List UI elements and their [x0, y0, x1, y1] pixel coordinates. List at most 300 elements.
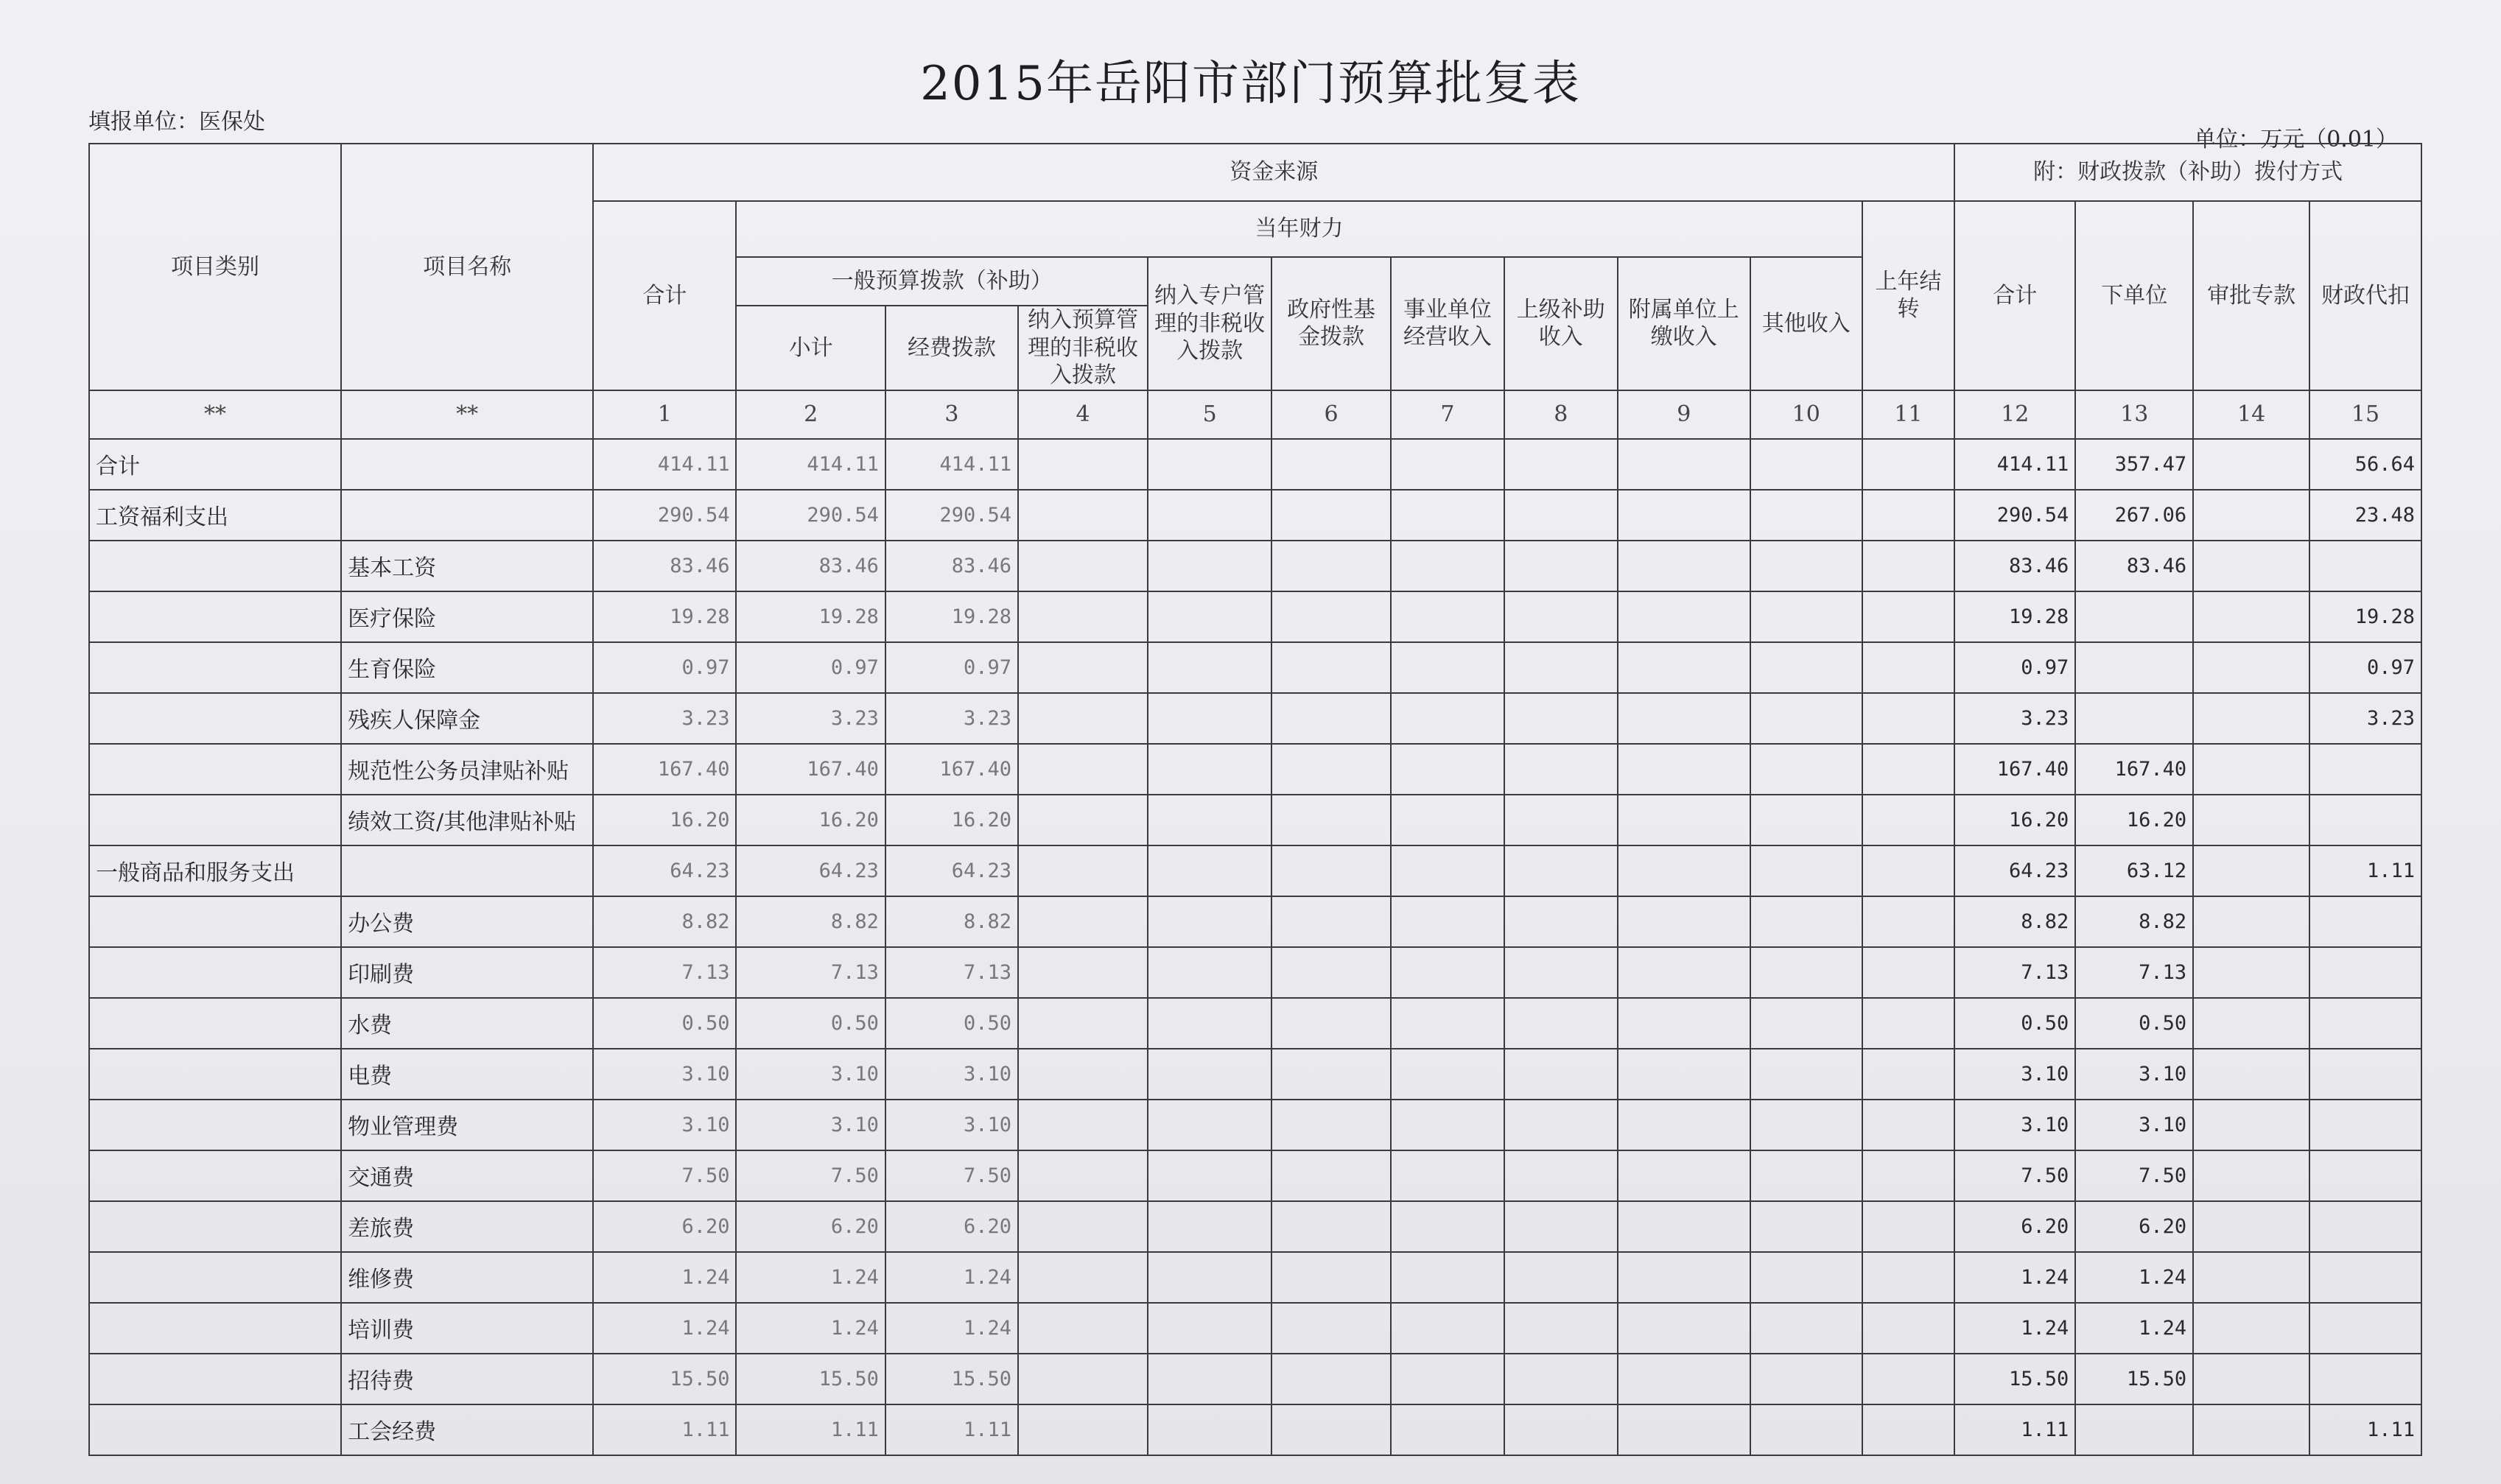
cell-c1: 1.24	[593, 1252, 736, 1303]
cell-empty	[1862, 795, 1955, 845]
cell-c15	[2309, 1049, 2421, 1100]
cell-empty	[1504, 541, 1618, 591]
cell-c1: 0.97	[593, 642, 736, 693]
cell-empty	[1618, 591, 1750, 642]
row-item-name: 水费	[341, 998, 593, 1049]
cell-c2: 83.46	[736, 541, 885, 591]
cell-empty	[1750, 1049, 1862, 1100]
cell-empty	[1862, 439, 1955, 490]
row-category	[89, 1303, 341, 1354]
cell-c15: 1.11	[2309, 1404, 2421, 1455]
table-row	[89, 1100, 2421, 1150]
cell-c3: 15.50	[885, 1354, 1018, 1404]
cell-c15: 23.48	[2309, 490, 2421, 541]
table-row	[89, 795, 2421, 845]
header-current-year: 当年财力	[736, 201, 1862, 257]
cell-c3: 0.97	[885, 642, 1018, 693]
cell-empty	[1504, 591, 1618, 642]
row-category	[89, 642, 341, 693]
cell-c12: 1.11	[1954, 1404, 2075, 1455]
column-index-cell: 7	[1391, 390, 1504, 439]
cell-empty	[1148, 1354, 1271, 1404]
cell-c12: 1.24	[1954, 1252, 2075, 1303]
cell-c3: 3.23	[885, 693, 1018, 744]
cell-empty	[1018, 1303, 1148, 1354]
column-index-cell: 2	[736, 390, 885, 439]
cell-empty	[1018, 795, 1148, 845]
row-item-name	[341, 845, 593, 896]
cell-empty	[1862, 642, 1955, 693]
cell-c12: 0.97	[1954, 642, 2075, 693]
cell-c3: 7.13	[885, 947, 1018, 998]
cell-empty	[1391, 1049, 1504, 1100]
cell-c3: 167.40	[885, 744, 1018, 795]
cell-c2: 3.10	[736, 1049, 885, 1100]
cell-empty	[1391, 439, 1504, 490]
cell-empty	[1148, 1404, 1271, 1455]
row-item-name: 印刷费	[341, 947, 593, 998]
cell-c13	[2075, 1404, 2193, 1455]
cell-c15	[2309, 1252, 2421, 1303]
cell-empty	[1750, 1201, 1862, 1252]
cell-empty	[1148, 490, 1271, 541]
cell-empty	[2193, 1100, 2309, 1150]
cell-c12: 7.13	[1954, 947, 2075, 998]
cell-empty	[1862, 1303, 1955, 1354]
cell-empty	[1271, 1252, 1391, 1303]
cell-empty	[1391, 1252, 1504, 1303]
cell-c3: 414.11	[885, 439, 1018, 490]
cell-empty	[1271, 1404, 1391, 1455]
header-business-income: 事业单位经营收入	[1391, 257, 1504, 390]
cell-c1: 7.13	[593, 947, 736, 998]
cell-c12: 6.20	[1954, 1201, 2075, 1252]
cell-empty	[1148, 591, 1271, 642]
cell-empty	[1862, 1404, 1955, 1455]
cell-c13: 1.24	[2075, 1252, 2193, 1303]
header-name: 项目名称	[341, 144, 593, 390]
cell-c13: 3.10	[2075, 1100, 2193, 1150]
row-category	[89, 795, 341, 845]
table-row	[89, 1303, 2421, 1354]
cell-empty	[1618, 693, 1750, 744]
cell-empty	[1750, 1252, 1862, 1303]
cell-empty	[2193, 1049, 2309, 1100]
cell-empty	[1862, 1100, 1955, 1150]
cell-empty	[1018, 744, 1148, 795]
cell-c2: 7.13	[736, 947, 885, 998]
cell-c12: 7.50	[1954, 1150, 2075, 1201]
table-row	[89, 998, 2421, 1049]
cell-empty	[1750, 591, 1862, 642]
cell-c15	[2309, 947, 2421, 998]
cell-empty	[1148, 642, 1271, 693]
cell-empty	[1271, 1100, 1391, 1150]
table-row	[89, 1252, 2421, 1303]
cell-empty	[1271, 744, 1391, 795]
cell-c12: 3.10	[1954, 1049, 2075, 1100]
cell-empty	[2193, 896, 2309, 947]
cell-empty	[1148, 1303, 1271, 1354]
cell-c2: 19.28	[736, 591, 885, 642]
cell-c15	[2309, 1303, 2421, 1354]
cell-empty	[1618, 744, 1750, 795]
cell-c1: 19.28	[593, 591, 736, 642]
header-prior-carryover: 上年结转	[1862, 201, 1955, 390]
cell-empty	[1504, 693, 1618, 744]
cell-empty	[1618, 1404, 1750, 1455]
cell-empty	[1750, 947, 1862, 998]
cell-c15: 1.11	[2309, 845, 2421, 896]
cell-empty	[1750, 1303, 1862, 1354]
cell-empty	[2193, 1404, 2309, 1455]
cell-empty	[1618, 947, 1750, 998]
cell-empty	[2193, 693, 2309, 744]
header-budget-managed-nontax: 纳入预算管理的非税收入拨款	[1018, 306, 1148, 390]
cell-empty	[1148, 947, 1271, 998]
cell-c2: 414.11	[736, 439, 885, 490]
cell-c15	[2309, 541, 2421, 591]
cell-c13: 16.20	[2075, 795, 2193, 845]
cell-empty	[1504, 439, 1618, 490]
cell-c2: 0.50	[736, 998, 885, 1049]
cell-c13: 8.82	[2075, 896, 2193, 947]
cell-empty	[1862, 541, 1955, 591]
cell-empty	[2193, 845, 2309, 896]
row-category	[89, 1404, 341, 1455]
cell-empty	[1271, 693, 1391, 744]
cell-c15	[2309, 1150, 2421, 1201]
column-index-cell: 13	[2075, 390, 2193, 439]
cell-empty	[1750, 845, 1862, 896]
cell-empty	[2193, 1252, 2309, 1303]
cell-empty	[1018, 541, 1148, 591]
table-row	[89, 439, 2421, 490]
cell-c2: 15.50	[736, 1354, 885, 1404]
header-category: 项目类别	[89, 144, 341, 390]
cell-empty	[1271, 490, 1391, 541]
cell-empty	[1018, 1354, 1148, 1404]
cell-c1: 3.23	[593, 693, 736, 744]
cell-empty	[1271, 896, 1391, 947]
cell-empty	[1750, 896, 1862, 947]
cell-empty	[1618, 642, 1750, 693]
cell-c3: 3.10	[885, 1100, 1018, 1150]
cell-empty	[1862, 1201, 1955, 1252]
cell-c1: 8.82	[593, 896, 736, 947]
cell-c13: 357.47	[2075, 439, 2193, 490]
cell-empty	[1271, 541, 1391, 591]
column-index-cell: 11	[1862, 390, 1955, 439]
cell-c13: 167.40	[2075, 744, 2193, 795]
cell-empty	[1148, 998, 1271, 1049]
cell-c15: 56.64	[2309, 439, 2421, 490]
table-row	[89, 1354, 2421, 1404]
row-category: 工资福利支出	[89, 490, 341, 541]
cell-empty	[1391, 591, 1504, 642]
cell-empty	[1618, 896, 1750, 947]
cell-empty	[2193, 744, 2309, 795]
cell-empty	[1271, 1150, 1391, 1201]
cell-c3: 3.10	[885, 1049, 1018, 1100]
cell-empty	[1391, 998, 1504, 1049]
cell-empty	[1504, 845, 1618, 896]
cell-c1: 3.10	[593, 1049, 736, 1100]
table-row	[89, 896, 2421, 947]
cell-c13: 3.10	[2075, 1049, 2193, 1100]
cell-empty	[1504, 1252, 1618, 1303]
cell-empty	[1750, 1100, 1862, 1150]
cell-c1: 3.10	[593, 1100, 736, 1150]
cell-c13: 7.13	[2075, 947, 2193, 998]
cell-c15	[2309, 1201, 2421, 1252]
cell-empty	[1271, 1354, 1391, 1404]
cell-c12: 15.50	[1954, 1354, 2075, 1404]
cell-c3: 1.24	[885, 1252, 1018, 1303]
cell-empty	[1618, 1049, 1750, 1100]
row-category	[89, 1049, 341, 1100]
cell-empty	[1750, 642, 1862, 693]
cell-c1: 83.46	[593, 541, 736, 591]
cell-empty	[1148, 693, 1271, 744]
column-index-cell: 5	[1148, 390, 1271, 439]
cell-c15	[2309, 998, 2421, 1049]
cell-empty	[1271, 1049, 1391, 1100]
cell-empty	[1018, 642, 1148, 693]
cell-c12: 0.50	[1954, 998, 2075, 1049]
cell-c12: 64.23	[1954, 845, 2075, 896]
cell-empty	[1018, 1100, 1148, 1150]
cell-empty	[1391, 845, 1504, 896]
cell-empty	[1618, 1354, 1750, 1404]
row-category	[89, 1201, 341, 1252]
cell-empty	[1504, 642, 1618, 693]
cell-empty	[1618, 1100, 1750, 1150]
cell-c2: 0.97	[736, 642, 885, 693]
cell-c13	[2075, 591, 2193, 642]
budget-table-body	[89, 390, 2421, 1455]
cell-c12: 16.20	[1954, 795, 2075, 845]
cell-empty	[2193, 1354, 2309, 1404]
row-category	[89, 744, 341, 795]
table-row	[89, 1049, 2421, 1100]
column-index-cell: 12	[1954, 390, 2075, 439]
row-category: 合计	[89, 439, 341, 490]
cell-empty	[2193, 439, 2309, 490]
cell-empty	[1018, 947, 1148, 998]
cell-empty	[1018, 439, 1148, 490]
cell-c15	[2309, 1354, 2421, 1404]
row-item-name: 规范性公务员津贴补贴	[341, 744, 593, 795]
cell-c13: 6.20	[2075, 1201, 2193, 1252]
cell-c15: 0.97	[2309, 642, 2421, 693]
cell-empty	[1271, 642, 1391, 693]
cell-c1: 290.54	[593, 490, 736, 541]
row-category	[89, 1100, 341, 1150]
cell-c3: 8.82	[885, 896, 1018, 947]
cell-c1: 15.50	[593, 1354, 736, 1404]
cell-c1: 167.40	[593, 744, 736, 795]
cell-empty	[1391, 947, 1504, 998]
cell-empty	[1618, 1303, 1750, 1354]
table-row	[89, 744, 2421, 795]
page-title: 2015年岳阳市部门预算批复表	[920, 57, 1581, 111]
cell-empty	[1271, 439, 1391, 490]
cell-empty	[1148, 1201, 1271, 1252]
cell-c15	[2309, 1100, 2421, 1150]
cell-c1: 0.50	[593, 998, 736, 1049]
header-superior-subsidy: 上级补助收入	[1504, 257, 1618, 390]
row-item-name	[341, 439, 593, 490]
cell-empty	[1391, 1354, 1504, 1404]
cell-c1: 1.11	[593, 1404, 736, 1455]
row-item-name: 物业管理费	[341, 1100, 593, 1150]
cell-c13	[2075, 642, 2193, 693]
cell-empty	[1618, 1150, 1750, 1201]
cell-c2: 8.82	[736, 896, 885, 947]
cell-empty	[1148, 795, 1271, 845]
cell-empty	[1391, 744, 1504, 795]
cell-empty	[1018, 998, 1148, 1049]
header-approved-special: 审批专款	[2193, 201, 2309, 390]
cell-empty	[1271, 845, 1391, 896]
row-category	[89, 1150, 341, 1201]
cell-empty	[1391, 896, 1504, 947]
cell-empty	[1862, 845, 1955, 896]
cell-empty	[2193, 947, 2309, 998]
row-item-name: 办公费	[341, 896, 593, 947]
cell-empty	[1750, 439, 1862, 490]
cell-empty	[1148, 744, 1271, 795]
cell-empty	[1862, 591, 1955, 642]
column-index-cell: 3	[885, 390, 1018, 439]
column-index-cell: 15	[2309, 390, 2421, 439]
cell-empty	[1018, 896, 1148, 947]
header-general-budget: 一般预算拨款（补助）	[736, 257, 1148, 306]
cell-empty	[2193, 541, 2309, 591]
cell-empty	[1148, 845, 1271, 896]
cell-empty	[1504, 1404, 1618, 1455]
cell-empty	[1618, 541, 1750, 591]
cell-empty	[2193, 795, 2309, 845]
cell-empty	[1148, 1150, 1271, 1201]
cell-empty	[1391, 642, 1504, 693]
cell-c12: 414.11	[1954, 439, 2075, 490]
cell-empty	[2193, 642, 2309, 693]
header-funding-source: 资金来源	[593, 144, 1954, 201]
cell-empty	[1504, 947, 1618, 998]
cell-empty	[1618, 439, 1750, 490]
header-expense-allocation: 经费拨款	[885, 306, 1018, 390]
cell-empty	[1862, 1049, 1955, 1100]
column-index-cell: 10	[1750, 390, 1862, 439]
cell-empty	[1504, 1049, 1618, 1100]
row-item-name: 医疗保险	[341, 591, 593, 642]
cell-c13: 7.50	[2075, 1150, 2193, 1201]
cell-c15	[2309, 795, 2421, 845]
row-item-name: 绩效工资/其他津贴补贴	[341, 795, 593, 845]
cell-c12: 290.54	[1954, 490, 2075, 541]
cell-empty	[1504, 998, 1618, 1049]
cell-empty	[1018, 1049, 1148, 1100]
cell-c2: 6.20	[736, 1201, 885, 1252]
column-index-cell: **	[341, 390, 593, 439]
cell-c3: 0.50	[885, 998, 1018, 1049]
column-index-cell: 6	[1271, 390, 1391, 439]
cell-empty	[1862, 1252, 1955, 1303]
cell-empty	[1271, 795, 1391, 845]
cell-c2: 3.23	[736, 693, 885, 744]
table-row	[89, 642, 2421, 693]
cell-empty	[1618, 490, 1750, 541]
header-total: 合计	[593, 201, 736, 390]
cell-c13	[2075, 693, 2193, 744]
cell-c3: 1.24	[885, 1303, 1018, 1354]
cell-empty	[1391, 1404, 1504, 1455]
cell-c3: 1.11	[885, 1404, 1018, 1455]
cell-c3: 7.50	[885, 1150, 1018, 1201]
cell-c12: 167.40	[1954, 744, 2075, 795]
cell-empty	[2193, 998, 2309, 1049]
column-index-row	[89, 390, 2421, 439]
cell-empty	[1391, 490, 1504, 541]
header-appendix: 附：财政拨款（补助）拨付方式	[1954, 144, 2421, 201]
cell-empty	[1504, 1303, 1618, 1354]
cell-empty	[1148, 896, 1271, 947]
cell-empty	[1862, 896, 1955, 947]
row-item-name	[341, 490, 593, 541]
cell-c3: 290.54	[885, 490, 1018, 541]
cell-c3: 16.20	[885, 795, 1018, 845]
table-row	[89, 490, 2421, 541]
cell-empty	[1391, 795, 1504, 845]
cell-empty	[1750, 744, 1862, 795]
row-category	[89, 1252, 341, 1303]
table-row	[89, 845, 2421, 896]
cell-empty	[1862, 1354, 1955, 1404]
cell-empty	[1750, 1150, 1862, 1201]
table-row	[89, 541, 2421, 591]
cell-c2: 290.54	[736, 490, 885, 541]
cell-empty	[1750, 541, 1862, 591]
cell-c13: 0.50	[2075, 998, 2193, 1049]
cell-empty	[1148, 541, 1271, 591]
row-category: 一般商品和服务支出	[89, 845, 341, 896]
cell-c2: 16.20	[736, 795, 885, 845]
cell-empty	[1862, 947, 1955, 998]
column-index-cell: 1	[593, 390, 736, 439]
cell-c13: 15.50	[2075, 1354, 2193, 1404]
cell-empty	[1618, 1201, 1750, 1252]
reporting-unit: 填报单位：医保处	[88, 109, 265, 135]
cell-empty	[1750, 795, 1862, 845]
cell-c15	[2309, 744, 2421, 795]
header-fiscal-withhold: 财政代扣	[2309, 201, 2421, 390]
cell-empty	[1018, 1201, 1148, 1252]
cell-c3: 19.28	[885, 591, 1018, 642]
cell-empty	[1862, 490, 1955, 541]
cell-empty	[1750, 998, 1862, 1049]
cell-empty	[1391, 541, 1504, 591]
cell-empty	[1018, 845, 1148, 896]
header-gov-fund: 政府性基金拨款	[1271, 257, 1391, 390]
cell-empty	[1018, 693, 1148, 744]
cell-empty	[1862, 693, 1955, 744]
cell-empty	[1018, 1150, 1148, 1201]
cell-empty	[1750, 693, 1862, 744]
table-row	[89, 693, 2421, 744]
row-item-name: 残疾人保障金	[341, 693, 593, 744]
